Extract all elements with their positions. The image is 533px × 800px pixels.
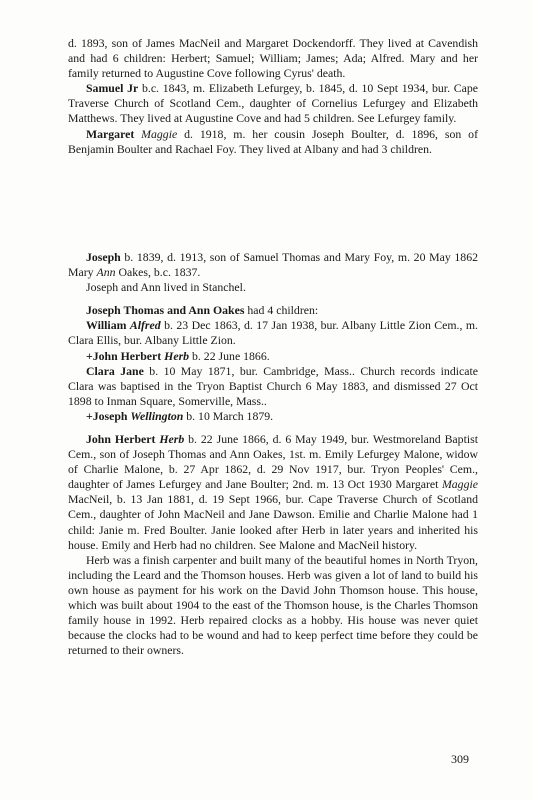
name-margaret: Margaret bbox=[86, 126, 135, 141]
name-william: William bbox=[86, 318, 130, 333]
paragraph-herb-carpenter: Herb was a finish carpenter and built many of the beautiful homes in North Tryon, including the Leard and the Thomson houses. Herb was given a lot of land to build his own house as payment for his work on the David John Thomson house. This house, which was built about 1904 to the east of the Thomson house, is the Charles Thomson family house in 1992. Herb repaired clocks as a hobby. His house was never quiet because the clocks had to be wound and had to keep perfect time before they could be returned to their owners. bbox=[68, 552, 478, 658]
entry-samuel-jr bbox=[68, 81, 478, 126]
entry-joseph-text-a: b. 1839, d. 1913, son of Samuel Thomas and Mary Foy, m. 20 May 1862 Mary bbox=[68, 250, 478, 280]
name-john-herbert-main: John Herbert bbox=[86, 432, 160, 446]
child-william-text: b. 23 Dec 1863, d. 17 Jan 1938, bur. Albany Little Zion Cem., m. Clara Ellis, bur. Albany Little Zion. bbox=[68, 318, 478, 348]
child-joseph-wellington bbox=[68, 409, 478, 424]
name-joseph-wellington: +Joseph bbox=[86, 408, 131, 423]
child-william bbox=[68, 318, 478, 348]
nickname-wellington: Wellington bbox=[130, 408, 184, 423]
entry-john-herbert-text-a: b. 22 June 1866, d. 6 May 1949, bur. Westmoreland Baptist Cem., son of Joseph Thomas and Ann Oakes, 1st. m. Emily Lefurgey Malone, widow of Charlie Malone, b. 27 Apr 1862, d. 29 Nov 1917, bur. Tryon Peoples' Cem., daughter of James Lefurgey and Jane Boulter; 2nd. m. 13 Oct 1930 Margaret bbox=[68, 432, 478, 492]
nickname-herb: Herb bbox=[164, 348, 190, 363]
nickname-maggie-2: Maggie bbox=[441, 477, 478, 492]
entry-samuel-jr-text: b.c. 1843, m. Elizabeth Lefurgey, b. 1845, d. 10 Sept 1934, bur. Cape Traverse Church of Scotland Cem., daughter of Cornelius Lefurgey and Elizabeth Matthews. They lived at Augustine Cove and had 5 children. See Lefurgey family. bbox=[68, 81, 478, 126]
entry-block-joseph bbox=[68, 250, 478, 424]
entry-joseph-text-b: Oakes, b.c. 1837. bbox=[115, 265, 201, 280]
parents-names: Joseph Thomas and Ann Oakes bbox=[86, 303, 245, 318]
name-samuel-jr: Samuel Jr bbox=[86, 81, 139, 96]
child-joseph-wellington-text: b. 10 March 1879. bbox=[183, 408, 274, 423]
entry-margaret bbox=[68, 127, 478, 157]
spacer bbox=[68, 295, 478, 303]
nickname-herb-main: Herb bbox=[159, 432, 185, 446]
residence-note: Joseph and Ann lived in Stanchel. bbox=[86, 280, 246, 295]
nickname-ann: Ann bbox=[96, 265, 116, 280]
child-john-herbert-text: b. 22 June 1866. bbox=[189, 348, 270, 363]
child-clara-jane-text: b. 10 May 1871, bur. Cambridge, Mass.. Church records indicate Clara was baptised in the Tryon Baptist Church 6 May 1883, and dismissed 27 Oct 1898 to Inman Square, Somerville, Mass.. bbox=[68, 363, 478, 408]
name-john-herbert: +John Herbert bbox=[86, 348, 165, 363]
name-clara-jane: Clara Jane bbox=[86, 363, 144, 378]
children-heading bbox=[68, 303, 478, 318]
entry-block-mary-family bbox=[68, 36, 478, 157]
page-number: 309 bbox=[451, 752, 469, 766]
nickname-alfred: Alfred bbox=[129, 318, 161, 333]
paragraph-cyrus-family: d. 1893, son of James MacNeil and Margaret Dockendorff. They lived at Cavendish and had 6 children: Herbert; Samuel; William; James; Ada; Alfred. Mary and her family returned to Augustine Cove following Cyrus' death. bbox=[68, 36, 478, 81]
child-john-herbert bbox=[68, 349, 478, 364]
entry-block-john-herbert bbox=[68, 432, 478, 658]
child-clara-jane bbox=[68, 364, 478, 409]
entry-john-herbert-text-b: MacNeil, b. 13 Jan 1881, d. 19 Sept 1966, bur. Cape Traverse Church of Scotland Cem., daughter of John MacNeil and Jane Dawson. Emilie and Charlie Malone had 1 child: Janie m. Fred Boulter. Janie looked after Herb in later years and inherited his house. Emily and Herb had no children. See Malone and MacNeil history. bbox=[68, 492, 478, 552]
name-joseph: Joseph bbox=[86, 250, 121, 264]
children-count: had 4 children: bbox=[244, 303, 319, 318]
entry-joseph bbox=[68, 250, 478, 280]
entry-margaret-text: d. 1918, m. her cousin Joseph Boulter, d. 1896, son of Benjamin Boulter and Rachael Foy. They lived at Albany and had 3 children. bbox=[68, 126, 479, 156]
nickname-maggie: Maggie bbox=[141, 126, 178, 141]
entry-john-herbert bbox=[68, 432, 478, 553]
